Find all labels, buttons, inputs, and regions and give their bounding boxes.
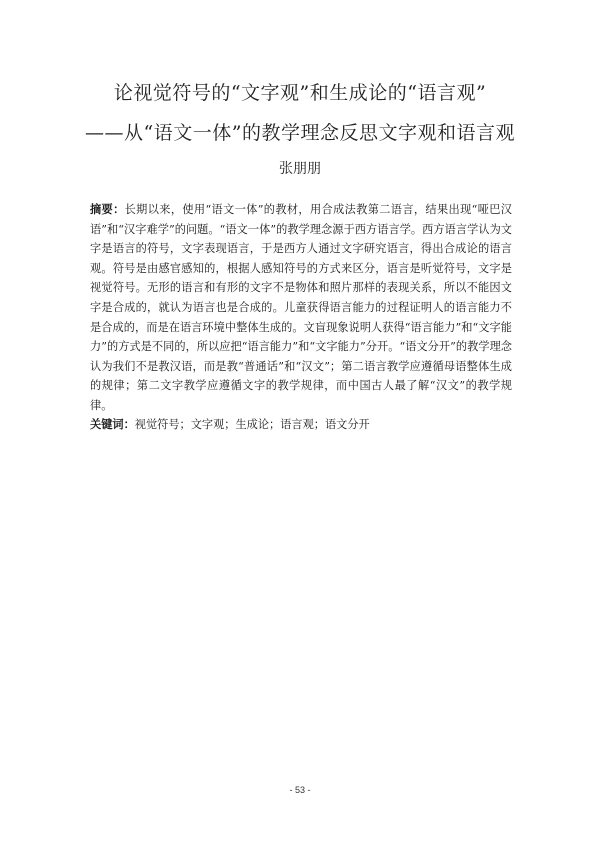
abstract-paragraph — [90, 200, 512, 416]
author-name: 张朋朋 — [279, 161, 321, 177]
abstract-text: 长期以来，使用“语文一体”的教材，用合成法教第二语言，结果出现“哑巴汉语”和“汉字难学”的问题。“语文一体”的教学理念源于西方语言学。西方语言学认为文字是语言的符号，文字表现语言，于是西方人通过文字研究语言，得出合成论的语言观。符号是由感官感知的，根据人感知符号的方式来区分，语言是听觉符号，文字是视觉符号。无形的语言和有形的文字不是物体和照片那样的表现关系，所以不能因文字是合成的，就认为语言也是合成的。儿童获得语言能力的过程证明人的语言能力不是合成的，而是在语言环境中整体生成的。文盲现象说明人获得“语言能力”和“文字能力”的方式是不同的，所以应把“语言能力”和“文字能力”分开。“语文分开”的教学理念认为我们不是教汉语，而是教“普通话”和“汉文”；第二语言教学应遵循母语整体生成的规律；第二文字教学应遵循文字的教学规律，而中国古人最了解“汉文”的教学规律。 — [90, 203, 512, 412]
article-title-line-1: 论视觉符号的“文字观”和生成论的“语言观” — [113, 82, 487, 104]
keywords-text: 视觉符号；文字观；生成论；语言观；语文分开 — [134, 418, 370, 431]
article-title-line-2: ——从“语文一体”的教学理念反思文字观和语言观 — [85, 122, 515, 144]
abstract-label: 摘要： — [90, 203, 125, 216]
keywords-label: 关键词： — [90, 418, 135, 431]
page-number: - 53 - — [289, 785, 311, 795]
keywords-paragraph — [90, 415, 512, 435]
